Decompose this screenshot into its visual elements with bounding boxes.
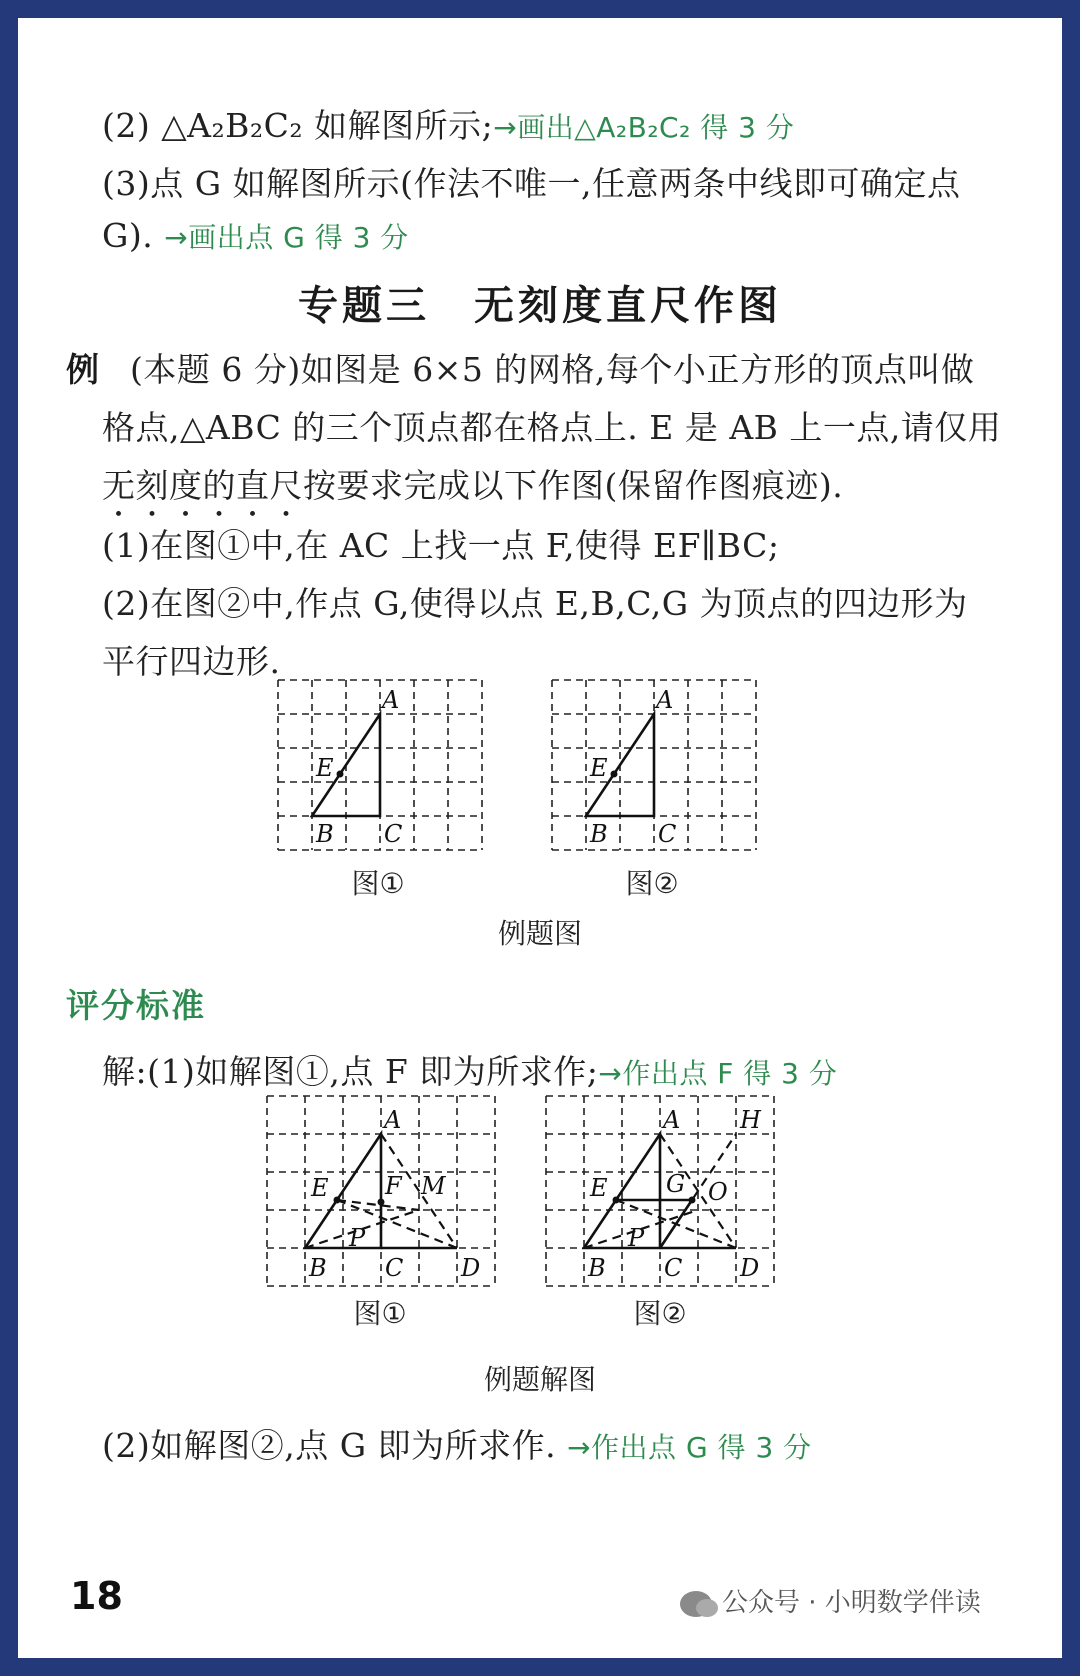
label-d: D xyxy=(740,1254,760,1282)
label-b: B xyxy=(590,820,608,848)
question-2-line-1: (2)在图②中,作点 G,使得以点 E,B,C,G 为顶点的四边形为 xyxy=(102,584,968,623)
label-c: C xyxy=(384,820,403,848)
label-b: B xyxy=(588,1254,606,1282)
page-number: 18 xyxy=(70,1574,123,1618)
label-a: A xyxy=(663,1106,681,1134)
label-d: D xyxy=(461,1254,481,1282)
label-e: E xyxy=(590,754,608,782)
example-line-3 xyxy=(102,460,843,525)
point-e xyxy=(611,771,618,778)
segment-gc xyxy=(660,1200,692,1248)
prev-line-1-annotation: →画出△A₂B₂C₂ 得 3 分 xyxy=(493,111,795,144)
point-f xyxy=(378,1199,385,1206)
question-2-line-2: 平行四边形. xyxy=(102,642,281,681)
example-figure-2-caption: 图② xyxy=(625,867,679,900)
label-m: M xyxy=(421,1172,446,1200)
label-c: C xyxy=(658,820,677,848)
example-figure-1 xyxy=(276,678,486,854)
label-g: G xyxy=(666,1170,686,1198)
example-mark: 例 xyxy=(66,350,99,389)
example-figures-caption: 例题图 xyxy=(497,917,582,950)
example-line-3-rest: 按要求完成以下作图(保留作图痕迹). xyxy=(303,466,844,505)
label-p: P xyxy=(628,1224,645,1252)
solution-1 xyxy=(102,1046,837,1093)
prev-line-3 xyxy=(102,216,409,256)
prev-line-3-text: G). xyxy=(102,216,154,255)
wechat-icon xyxy=(680,1591,712,1617)
label-p: P xyxy=(349,1224,366,1252)
label-b: B xyxy=(309,1254,327,1282)
example-line-1: (本题 6 分)如图是 6×5 的网格,每个小正方形的顶点叫做 xyxy=(130,350,975,389)
label-c: C xyxy=(385,1254,404,1282)
section-title: 专题三 无刻度直尺作图 xyxy=(298,283,782,329)
solution-1-annotation: →作出点 F 得 3 分 xyxy=(598,1057,838,1090)
label-a: A xyxy=(382,686,400,714)
solution-figure-2-caption: 图② xyxy=(633,1297,687,1330)
example-line-2: 格点,△ABC 的三个顶点都在格点上. E 是 AB 上一点,请仅用 xyxy=(102,408,1002,447)
scoring-heading: 评分标准 xyxy=(66,986,206,1025)
solution-figure-1 xyxy=(265,1094,497,1292)
label-b: B xyxy=(316,820,334,848)
prev-line-3-annotation: →画出点 G 得 3 分 xyxy=(164,221,409,254)
watermark xyxy=(680,1582,981,1619)
solution-2 xyxy=(102,1420,812,1467)
solution-2-text: (2)如解图②,点 G 即为所求作. xyxy=(102,1426,557,1465)
point-g xyxy=(689,1197,696,1204)
label-a: A xyxy=(384,1106,402,1134)
prev-line-2: (3)点 G 如解图所示(作法不唯一,任意两条中线即可确定点 xyxy=(102,164,961,203)
label-f: F xyxy=(385,1172,402,1200)
label-o: O xyxy=(708,1178,728,1206)
label-c: C xyxy=(664,1254,683,1282)
solution-figure-1-caption: 图① xyxy=(353,1297,407,1330)
label-h: H xyxy=(740,1106,761,1134)
point-e xyxy=(337,771,344,778)
solution-1-text: 解:(1)如解图①,点 F 即为所求作; xyxy=(102,1052,599,1091)
solution-2-annotation: →作出点 G 得 3 分 xyxy=(567,1431,812,1464)
emphasis-no-scale-ruler: 无刻度的直尺 xyxy=(102,466,303,505)
solution-figures-caption: 例题解图 xyxy=(483,1363,596,1396)
prev-line-1 xyxy=(102,100,794,147)
label-e: E xyxy=(590,1174,608,1202)
page xyxy=(18,18,1062,1658)
example-figure-1-caption: 图① xyxy=(351,867,405,900)
label-e: E xyxy=(316,754,334,782)
prev-line-1-text: (2) △A₂B₂C₂ 如解图所示; xyxy=(102,106,494,145)
label-a: A xyxy=(656,686,674,714)
question-1: (1)在图①中,在 AC 上找一点 F,使得 EF∥BC; xyxy=(102,526,780,565)
watermark-text: 公众号 · 小明数学伴读 xyxy=(722,1588,981,1618)
label-e: E xyxy=(311,1174,329,1202)
point-e xyxy=(613,1197,620,1204)
point-e xyxy=(334,1197,341,1204)
example-figure-2 xyxy=(550,678,760,854)
solution-figure-2 xyxy=(544,1094,776,1292)
